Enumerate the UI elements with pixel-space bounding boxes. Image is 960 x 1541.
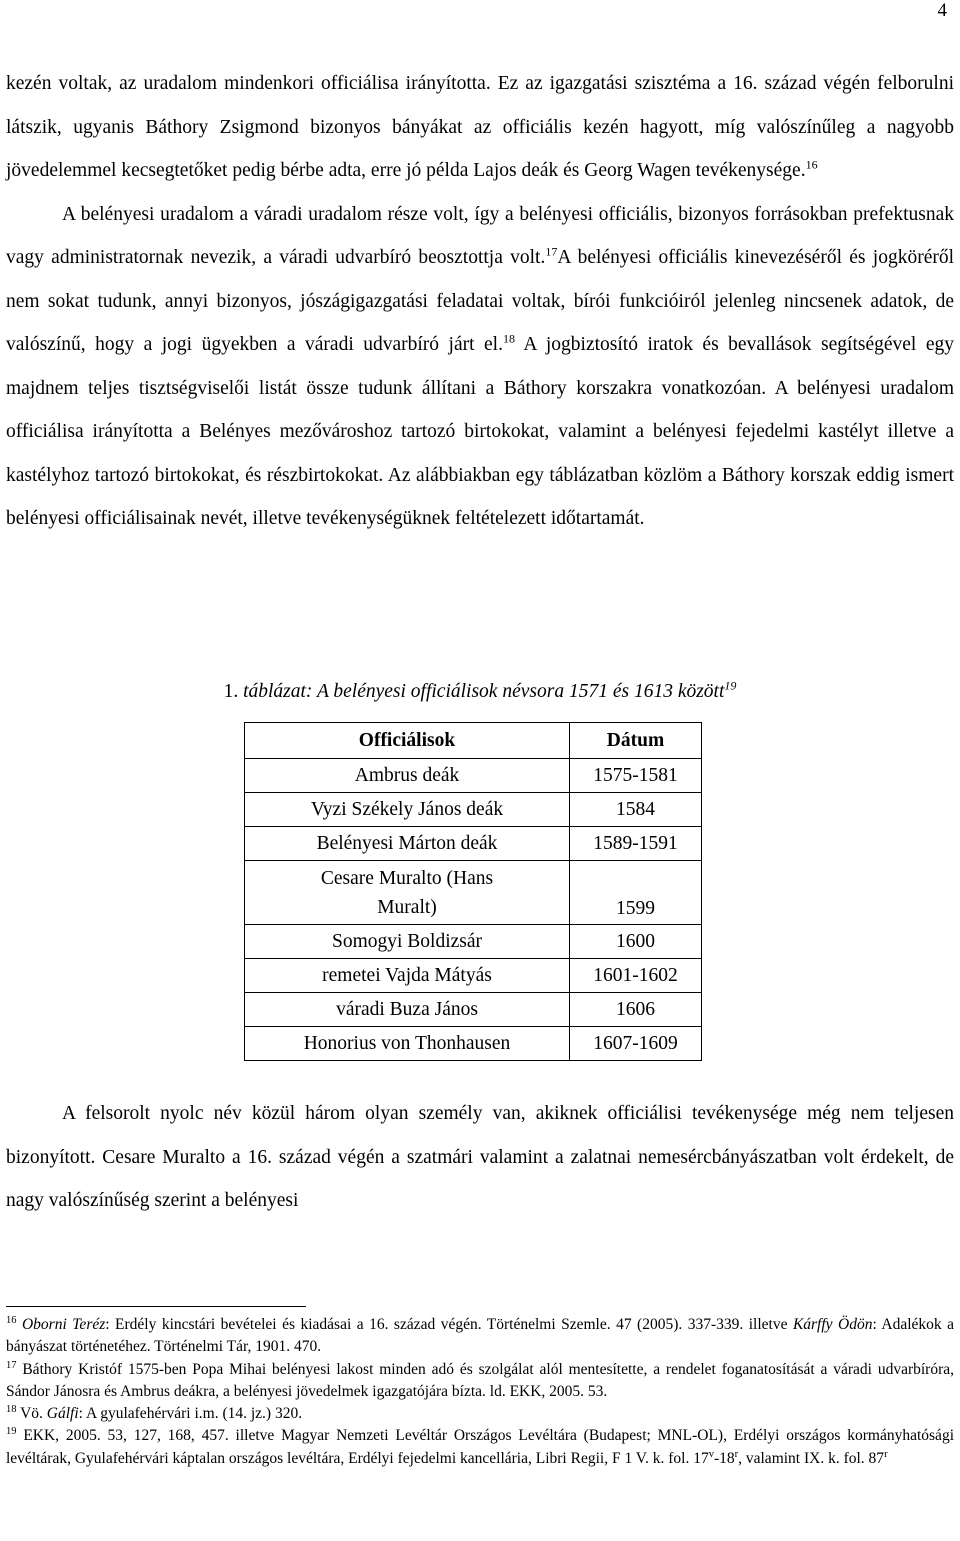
body-text-top xyxy=(6,62,954,541)
footnote-19 xyxy=(6,1425,954,1470)
officials-table-wrapper xyxy=(244,722,702,1061)
footnote-ref-16[interactable]: 16 xyxy=(805,157,818,172)
paragraph-1 xyxy=(6,62,954,193)
official-name: remetei Vajda Mátyás xyxy=(245,959,570,993)
footnote-author: Kárffy Ödön xyxy=(792,1316,873,1333)
official-date: 1589-1591 xyxy=(570,827,702,861)
folio-recto-mark: r xyxy=(884,1448,888,1460)
paragraph-1-text: kezén voltak, az uradalom mindenkori officiálisa irányította. Ez az igazgatási szisztéma a 16. század végén felborulni látszik, ugyanis Báthory Zsigmond bizonyos bányákat az officiális kezén hagyott, míg valószínűleg a nagyobb jövedelemmel kecsegtetőket pedig bérbe adta, erre jó példa Lajos deák és Georg Wagen tevékenysége. xyxy=(6,73,954,181)
paragraph-2-text-c: A jogbiztosító iratok és bevallások segítségével egy majdnem teljes tisztségviselői listát össze tudunk állítani a Báthory korszakra vonatkozóan. A belényesi uradalom officiálisa irányította a Belényes mezővároshoz tartozó birtokokat, valamint a belényesi fejedelmi kastélyt illetve a kastélyhoz tartozó birtokokat, és részbirtokokat. Az alábbiakban egy táblázatban közlöm a Báthory korszak eddig ismert belényesi officiálisainak nevét, illetve tevékenységüknek feltételezett időtartamát. xyxy=(6,334,954,529)
footnote-number: 17 xyxy=(6,1359,17,1371)
folio-verso-mark: v xyxy=(708,1448,714,1460)
table-row xyxy=(245,1027,702,1061)
table-row xyxy=(245,959,702,993)
table-row xyxy=(245,925,702,959)
official-name: Vyzi Székely János deák xyxy=(245,793,570,827)
official-name-line-2: Muralt) xyxy=(377,896,437,918)
paragraph-2 xyxy=(6,193,954,541)
official-date: 1575-1581 xyxy=(570,759,702,793)
official-name: Ambrus deák xyxy=(245,759,570,793)
column-header-date: Dátum xyxy=(570,723,702,759)
official-date: 1584 xyxy=(570,793,702,827)
table-caption-number: 1. xyxy=(223,681,239,702)
footnote-text: : Erdély kincstári bevételei és kiadásai a 16. század végén. Történelmi Szemle. 47 (2005). 337-339. illetve xyxy=(105,1316,793,1333)
table-header-row xyxy=(245,723,702,759)
paragraph-2-text-a: A belényesi uradalom a váradi uradalom része volt, így a belényesi officiális, bizonyos forrásokban prefektusnak vagy administratornak nevezik, a váradi udvarbíró beosztottja volt. xyxy=(6,203,954,268)
footnote-text: -18 xyxy=(713,1449,735,1467)
footnote-text: : Adalékok a bányászat történetéhez. Történelmi Tár, 1901. 470. xyxy=(6,1316,955,1356)
footnote-text: , valamint IX. k. fol. 87 xyxy=(738,1449,885,1467)
official-name xyxy=(245,861,570,925)
paragraph-3: A felsorolt nyolc név közül három olyan személy van, akiknek officiálisi tevékenysége még nem teljesen bizonyított. Cesare Muralto a 16. század végén a szatmári valamint a zalatnai nemesércbányászatban volt érdekelt, de nagy valószínűség szerint a belényesi xyxy=(6,1103,954,1211)
table-row xyxy=(245,759,702,793)
footnote-17 xyxy=(6,1359,954,1404)
table-row xyxy=(245,827,702,861)
table-caption-title: táblázat: A belényesi officiálisok névsora 1571 és 1613 között xyxy=(243,681,725,702)
official-date: 1607-1609 xyxy=(570,1027,702,1061)
folio-recto-mark: r xyxy=(734,1448,739,1460)
footnote-text: EKK, 2005. 53, 127, 168, 457. illetve Magyar Nemzeti Levéltár Országos Levéltára (Budapest; MNL-OL), Erdélyi országos kormányhatósági levéltárak, Gyulafehérvári káptalan országos levéltára, Erdélyi fejedelmi kancellária, Libri Regii, F 1 V. k. fol. 17 xyxy=(6,1427,954,1467)
official-name: Honorius von Thonhausen xyxy=(245,1027,570,1061)
table-row xyxy=(245,861,702,925)
officials-table xyxy=(244,722,702,1061)
table-caption xyxy=(0,672,960,712)
official-date: 1600 xyxy=(570,925,702,959)
paragraph-2-text-b: A belényesi officiális kinevezéséről és jogköréről nem sokat tudunk, annyi bizonyos, jószágigazgatási feladatai voltak, bírói funkcióiról jelenleg nincsenek adatok, de valószínű, hogy a jogi ügyekben a váradi udvarbíró járt el. xyxy=(6,247,955,355)
footnote-separator xyxy=(6,1306,306,1307)
footnote-16 xyxy=(6,1314,954,1359)
official-name: Belényesi Márton deák xyxy=(245,827,570,861)
footnote-18 xyxy=(6,1403,954,1425)
table-row xyxy=(245,993,702,1027)
official-name-line-1: Cesare Muralto (Hans xyxy=(320,867,494,889)
footnote-ref-19[interactable]: 19 xyxy=(724,678,737,693)
footnote-text: Báthory Kristóf 1575-ben Popa Mihai belényesi lakost minden adó és szolgálat alól mentesítette, a rendelet foganatosítását a váradi udvarbíróra, Sándor Jánosra és Ambrus deákra, a belényesi jövedelmek igazgatójára bízta. ld. EKK, 2005. 53. xyxy=(6,1360,954,1400)
footnote-text: Vö. xyxy=(16,1405,47,1423)
official-date: 1599 xyxy=(570,861,702,925)
footnote-number: 16 xyxy=(6,1314,17,1326)
footnote-ref-18[interactable]: 18 xyxy=(502,331,515,346)
official-name: Somogyi Boldizsár xyxy=(245,925,570,959)
footnotes xyxy=(6,1314,954,1470)
body-text-bottom xyxy=(6,1092,954,1223)
table-row xyxy=(245,793,702,827)
column-header-officials: Officiálisok xyxy=(245,723,570,759)
footnote-text: : A gyulafehérvári i.m. (14. jz.) 320. xyxy=(78,1405,303,1423)
footnote-number: 18 xyxy=(6,1404,17,1416)
footnote-author: Gálfi xyxy=(46,1405,79,1423)
official-date: 1601-1602 xyxy=(570,959,702,993)
footnote-author: Oborni Teréz xyxy=(21,1316,106,1333)
page-number: 4 xyxy=(937,0,947,21)
official-name: váradi Buza János xyxy=(245,993,570,1027)
footnote-ref-17[interactable]: 17 xyxy=(545,244,558,259)
footnote-number: 19 xyxy=(6,1426,17,1438)
official-date: 1606 xyxy=(570,993,702,1027)
